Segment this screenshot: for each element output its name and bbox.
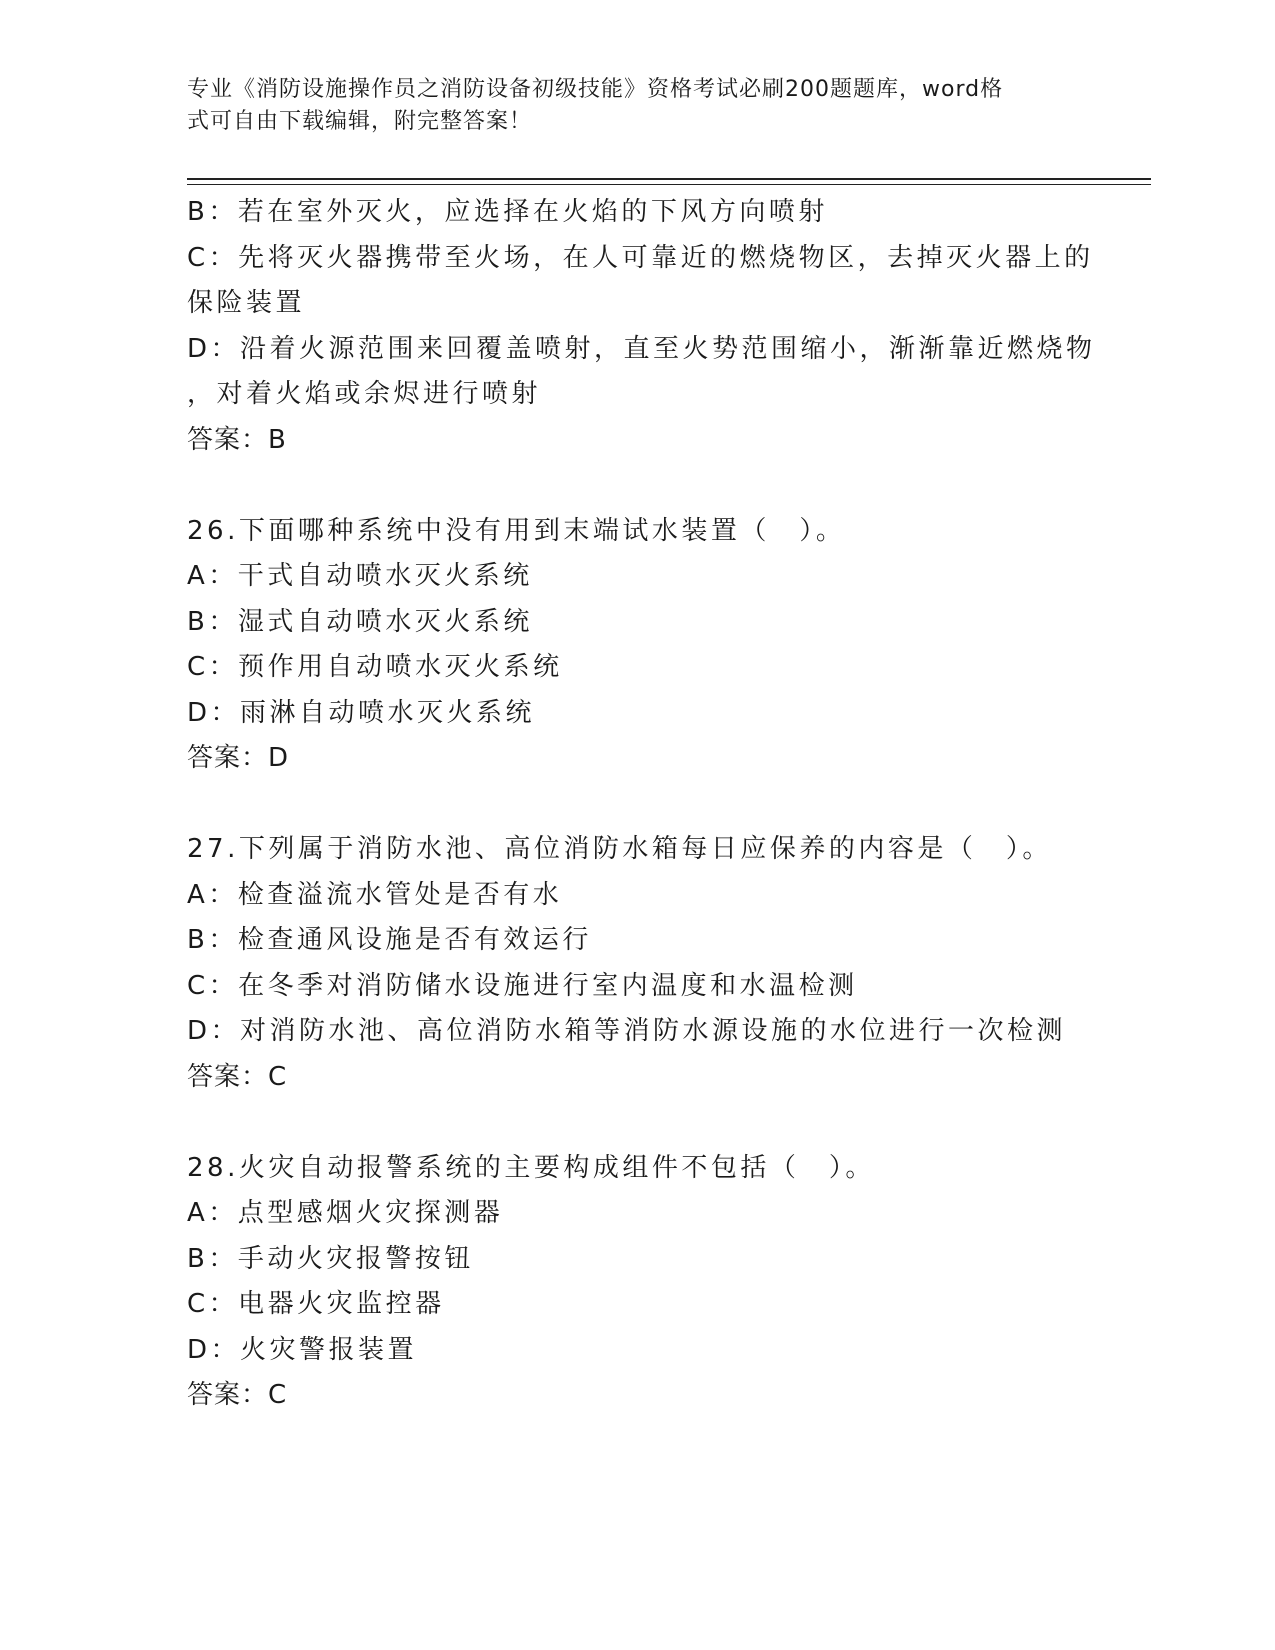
option-b: B：若在室外灭火，应选择在火焰的下风方向喷射 (187, 197, 828, 227)
question-27 (187, 827, 1087, 1100)
answer: 答案：C (187, 1061, 288, 1092)
header-line-1: 专业《消防设施操作员之消防设备初级技能》资格考试必刷200题题库，word格 (187, 77, 1004, 102)
spacer (187, 782, 1087, 828)
option-a: A：检查溢流水管处是否有水 (187, 879, 563, 910)
question-25-continuation (187, 190, 1096, 463)
option-c-wrap: 保险装置 (187, 288, 306, 318)
option-b: B：手动火灾报警按钮 (187, 1243, 474, 1274)
spacer (187, 463, 1087, 509)
header-divider-thick (187, 178, 1151, 180)
answer: 答案：C (187, 1380, 288, 1410)
answer: 答案：D (187, 743, 290, 773)
option-c: C：预作用自动喷水灭火系统 (187, 652, 563, 682)
question-26 (187, 509, 1087, 782)
question-stem: 27.下列属于消防水池、高位消防水箱每日应保养的内容是（ ）。 (187, 834, 1052, 864)
option-d: D：雨淋自动喷水灭火系统 (187, 697, 536, 728)
header-divider-thin (187, 184, 1151, 185)
option-a: A：干式自动喷水灭火系统 (187, 561, 533, 591)
option-c: C：电器火灾监控器 (187, 1289, 445, 1319)
option-d-wrap: ，对着火焰或余烬进行喷射 (187, 379, 542, 409)
option-c: C：在冬季对消防储水设施进行室内温度和水温检测 (187, 970, 858, 1001)
option-b: B：湿式自动喷水灭火系统 (187, 606, 533, 637)
question-stem: 26.下面哪种系统中没有用到末端试水装置（ ）。 (187, 515, 846, 546)
header-line-2: 式可自由下载编辑，附完整答案！ (187, 109, 533, 134)
option-a: A：点型感烟火灾探测器 (187, 1198, 504, 1228)
document-body (187, 190, 1096, 1419)
question-stem: 28.火灾自动报警系统的主要构成组件不包括（ ）。 (187, 1152, 875, 1183)
question-28 (187, 1146, 1087, 1419)
document-header (187, 74, 1067, 138)
answer: 答案：B (187, 424, 287, 455)
option-d: D：沿着火源范围来回覆盖喷射，直至火势范围缩小，渐渐靠近燃烧物 (187, 333, 1096, 364)
option-d: D：火灾警报装置 (187, 1334, 418, 1365)
option-b: B：检查通风设施是否有效运行 (187, 925, 592, 955)
option-d: D：对消防水池、高位消防水箱等消防水源设施的水位进行一次检测 (187, 1016, 1067, 1046)
spacer (187, 1100, 1087, 1146)
option-c: C：先将灭火器携带至火场，在人可靠近的燃烧物区，去掉灭火器上的 (187, 242, 1094, 273)
